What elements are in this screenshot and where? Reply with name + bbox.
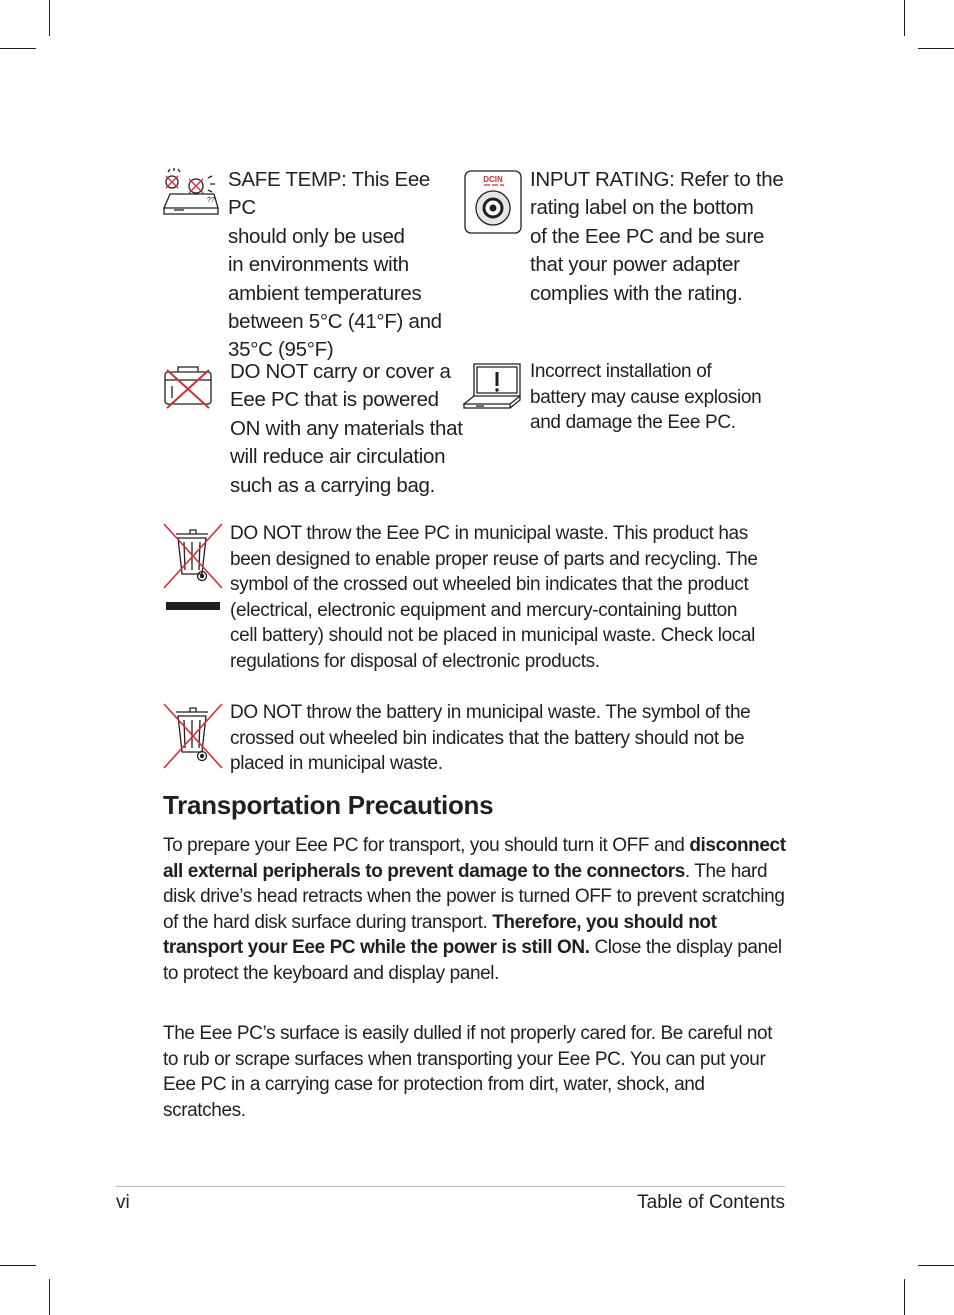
crop-mark — [49, 1279, 50, 1315]
footer-divider — [116, 1186, 785, 1187]
dc-in-icon — [464, 170, 522, 234]
laptop-warning-icon — [462, 362, 524, 416]
section-heading: Transportation Precautions — [163, 790, 494, 820]
municipal-waste-battery-note: DO NOT throw the battery in municipal waste. The symbol of the crossed out wheeled bin indicates that the battery should not be placed in municipal waste. — [230, 702, 751, 774]
temperature-warning-icon — [160, 168, 222, 224]
crop-mark — [0, 48, 36, 49]
crop-mark — [904, 1279, 905, 1315]
safe-temp-note: SAFE TEMP: This Eee PC should only be used in environments with ambient temperatures between 5°C (41°F) and 35°C (95°F) — [228, 168, 442, 362]
transport-paragraph-2: The Eee PC’s surface is easily dulled if not properly cared for. Be careful not to rub or scrape surfaces when transporting your Eee PC. You can put your Eee PC in a carrying case for protection from dirt, water, shock, and scratches. — [163, 1023, 773, 1121]
crossed-bin-icon — [162, 702, 224, 770]
footer-section-title: Table of Contents — [637, 1192, 785, 1213]
page-number: vi — [116, 1192, 130, 1213]
battery-install-note: Incorrect installation of battery may cause explosion and damage the Eee PC. — [530, 361, 762, 433]
svg-text:??: ?? — [207, 197, 215, 204]
transport-paragraph-1: To prepare your Eee PC for transport, you should turn it OFF and disconnect all external peripherals to prevent damage to the connectors. The hard disk drive’s head retracts when the power is turned OFF to prevent scratching of the hard disk surface during transport. Therefore, you should not transport your Eee PC while the power is still ON. Close the display panel to protect the keyboard and display panel. — [163, 835, 786, 984]
dc-in-label: DCIN — [483, 175, 503, 184]
input-rating-note: INPUT RATING: Refer to the rating label on the bottom of the Eee PC and be sure that your power adapter complies with the rating. — [530, 168, 784, 305]
no-bag-icon — [160, 362, 216, 410]
crop-mark — [904, 0, 905, 36]
crossed-bin-icon — [162, 522, 224, 614]
crop-mark — [0, 1265, 36, 1266]
no-cover-note: DO NOT carry or cover a Eee PC that is powered ON with any materials that will reduce air circulation such as a carrying bag. — [230, 360, 463, 497]
municipal-waste-pc-note: DO NOT throw the Eee PC in municipal waste. This product has been designed to enable proper reuse of parts and recycling. The symbol of the crossed out wheeled bin indicates that the product (electrical, electronic equipment and mercury-containing button cell battery) should not be placed in municipal waste. Check local regulations for disposal of electronic products. — [230, 523, 758, 672]
crop-mark — [918, 1265, 954, 1266]
crop-mark — [918, 48, 954, 49]
crop-mark — [49, 0, 50, 36]
